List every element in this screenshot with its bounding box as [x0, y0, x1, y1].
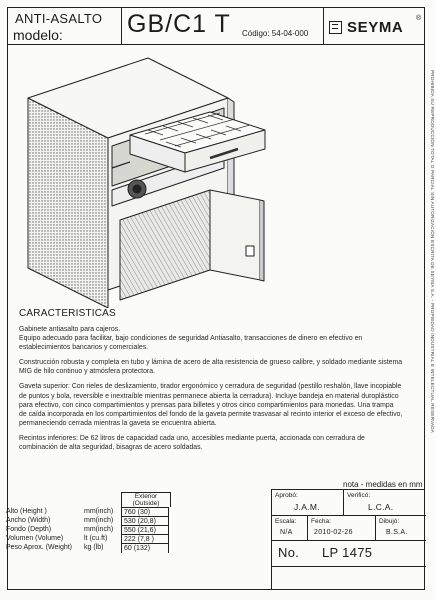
characteristics-heading: CARACTERISTICAS — [19, 308, 116, 319]
spec-label: Peso Aprox. (Weight) — [6, 544, 73, 551]
drawn-cell — [376, 516, 426, 541]
brand-name: SEYMA — [347, 19, 404, 36]
specs-header-outside: (Outside) — [132, 500, 160, 507]
spec-value: 60 (132) — [121, 543, 169, 553]
spec-value: 530 (20,8) — [121, 516, 169, 526]
scale-value: N/A — [280, 529, 293, 536]
scale-label: Escala: — [275, 518, 297, 525]
spec-label: Alto (Height ) — [6, 508, 47, 515]
registered-mark: ® — [416, 15, 422, 22]
date-cell — [308, 516, 376, 541]
characteristics-paragraph: Gabinete antiasalto para cajeros. Equipo adecuado para facilitar, bajo condiciones de seguridad Antiasalto, transacciones de dinero en efectivo en establecimientos bancarios y comerciales. — [19, 326, 363, 352]
approved-label: Aprobó: — [275, 492, 298, 499]
characteristics-paragraph: Gaveta superior: Con rieles de deslizamiento, tirador ergonómico y cerradura de seguridad (pestillo reshalón, llave incopiable de puntos y bola, reversible e inextraíble mientras permanece abierta la cerradura). Incluye bandeja en material duroplástico para efectivo, con cinco compartimientos y prensas para billetes y otros cinco compartimientos para monedas. Una trampa de caída incorporada en los compartimientos del fondo de la gaveta permite trasvasar al recinto interior el exceso de efectivo, permaneciendo cerrada mientras la gaveta se encuentra abierta. — [19, 383, 403, 427]
seyma-logo-icon — [329, 21, 342, 34]
table-row — [6, 543, 174, 552]
scale-cell — [272, 516, 308, 541]
brand — [329, 19, 403, 36]
drawn-label: Dibujó: — [379, 518, 400, 525]
model-name: GB/C1 T — [127, 10, 231, 38]
drawing-number: LP 1475 — [322, 545, 373, 560]
spec-value: 760 (30) — [121, 507, 169, 517]
cabinet-door — [210, 190, 260, 280]
spec-unit: mm(inch) — [84, 517, 114, 524]
spec-unit: lt (cu.ft) — [84, 535, 108, 542]
header-bar — [7, 7, 425, 45]
date-label: Fecha: — [311, 518, 331, 525]
spec-value: 222 (7,8 ) — [121, 534, 169, 544]
table-row — [6, 534, 174, 543]
header-divider — [121, 7, 122, 44]
title-block — [271, 489, 425, 590]
table-row — [6, 525, 174, 534]
spec-label: Fondo (Depth) — [6, 526, 52, 533]
drawn-value: B.S.A. — [386, 529, 408, 536]
approved-value: J.A.M. — [294, 502, 320, 512]
side-legal-text — [428, 70, 436, 530]
verified-value: L.C.A. — [368, 502, 394, 512]
spec-label: Ancho (Width) — [6, 517, 51, 524]
header-divider — [323, 7, 324, 44]
number-cell — [272, 541, 426, 567]
verified-label: Verificó: — [347, 492, 371, 499]
cabinet-drawing — [20, 50, 390, 308]
spec-unit: mm(inch) — [84, 508, 114, 515]
number-label: No. — [278, 545, 300, 560]
spec-value: 550 (21,6) — [121, 525, 169, 535]
specs-column-header — [121, 492, 171, 507]
side-legal-text-label: PROHIBIDA SU REPRODUCCIÓN TOTAL O PARCIAL SIN AUTORIZACIÓN ESCRITA DE SEYMA S.A. - PROPIEDAD INDUSTRIAL E INTELECTUAL RESERVADA — [430, 70, 435, 434]
characteristics-paragraph: Recintos inferiores: De 62 litros de capacidad cada uno, accesibles mediante puerta, accionada con cerradura de combinación de alta seguridad, bisagras de acero soldadas. — [19, 434, 365, 452]
specs-header-exterior: Exterior — [134, 493, 158, 500]
verified-cell — [344, 490, 426, 516]
specs-table — [6, 492, 174, 554]
spec-unit: kg (lb) — [84, 544, 104, 551]
units-note: nota - medidas en mm — [343, 480, 423, 489]
date-value: 2010-02-26 — [314, 529, 353, 536]
characteristics-body — [19, 325, 403, 458]
table-row — [6, 516, 174, 525]
product-line: ANTI-ASALTO — [15, 11, 103, 26]
model-label: modelo: — [13, 27, 63, 43]
characteristics-paragraph: Construcción robusta y completa en tubo y lámina de acero de alta resistencia de grueso calibre, y soldado mediante sistema MIG de hilo continuo y atmósfera protectora. — [19, 359, 403, 376]
table-row — [6, 507, 174, 516]
spec-unit: mm(inch) — [84, 526, 114, 533]
spec-label: Volumen (Volume) — [6, 535, 64, 542]
product-code: Código: 54-04-000 — [242, 29, 309, 38]
approved-cell — [272, 490, 344, 516]
